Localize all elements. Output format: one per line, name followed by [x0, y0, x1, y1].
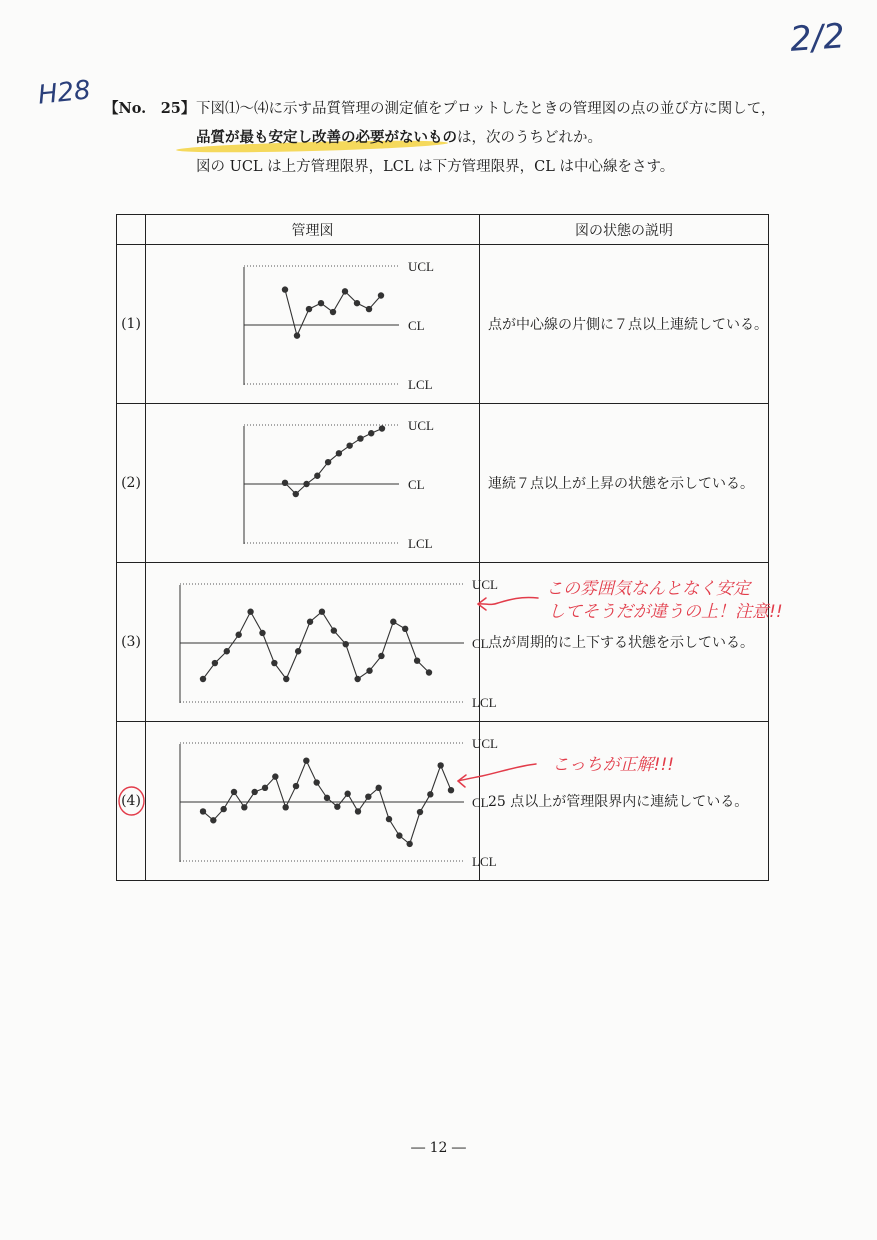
cl-label: CL	[408, 477, 425, 492]
data-point	[368, 430, 374, 436]
control-chart-1	[146, 245, 479, 403]
data-point	[306, 306, 312, 312]
data-point	[378, 292, 384, 298]
data-point	[390, 619, 396, 625]
data-point	[342, 288, 348, 294]
chart-cell	[146, 563, 498, 722]
data-point	[282, 286, 288, 292]
question-line-2	[196, 126, 602, 147]
row-number: (3)	[117, 563, 146, 722]
data-point	[282, 480, 288, 486]
data-point	[272, 773, 278, 779]
data-point	[293, 783, 299, 789]
page-number: ― 12 ―	[411, 1140, 466, 1156]
data-point	[314, 473, 320, 479]
lcl-label: LCL	[408, 377, 433, 392]
data-point	[313, 779, 319, 785]
row-description: 点が中心線の片側に７点以上連続している。	[480, 245, 769, 404]
table-row	[117, 245, 769, 404]
data-point	[427, 791, 433, 797]
data-point	[220, 806, 226, 812]
chart-cell	[146, 722, 498, 881]
data-point	[200, 808, 206, 814]
row-description: 25 点以上が管理限界内に連続している。	[480, 722, 769, 881]
data-point	[303, 481, 309, 487]
data-point	[241, 804, 247, 810]
chart-cell	[146, 404, 480, 563]
data-point	[319, 609, 325, 615]
question-emphasis: 品質が最も安定し改善の必要がないもの	[196, 129, 457, 146]
data-point	[224, 648, 230, 654]
data-point	[262, 785, 268, 791]
header-chart: 管理図	[146, 215, 480, 245]
data-point	[210, 817, 216, 823]
data-point	[366, 306, 372, 312]
control-chart-3	[146, 563, 498, 721]
annotation-row3-line2: してそうだが違うの上！注意!!	[548, 602, 783, 622]
data-point	[293, 491, 299, 497]
data-point	[259, 630, 265, 636]
data-point	[406, 841, 412, 847]
table-row	[117, 404, 769, 563]
header-description: 図の状態の説明	[480, 215, 769, 245]
chart-cell	[146, 245, 480, 404]
lcl-label: LCL	[472, 854, 497, 869]
data-point	[448, 787, 454, 793]
data-point	[346, 442, 352, 448]
data-point	[200, 676, 206, 682]
lcl-label: LCL	[472, 695, 497, 710]
control-chart-2	[146, 404, 479, 562]
data-point	[379, 425, 385, 431]
data-point	[354, 676, 360, 682]
ucl-label: UCL	[408, 259, 434, 274]
data-point	[324, 795, 330, 801]
table-row	[117, 722, 769, 881]
data-point	[303, 758, 309, 764]
data-point	[334, 804, 340, 810]
annotation-row4: こっちが正解!!!	[552, 755, 675, 775]
row-number: (1)	[117, 245, 146, 404]
data-point	[365, 793, 371, 799]
cl-label: CL	[408, 318, 425, 333]
data-point	[325, 459, 331, 465]
question-number: 【No. 25】	[104, 100, 196, 117]
data-point	[357, 435, 363, 441]
data-point	[212, 660, 218, 666]
data-point	[251, 789, 257, 795]
question-line-2-rest: は，次のうちどれか。	[457, 130, 602, 146]
data-point	[283, 676, 289, 682]
margin-note-year: H28	[36, 75, 93, 111]
question-line-3: 図の UCL は上方管理限界，LCL は下方管理限界，CL は中心線をさす。	[196, 159, 675, 175]
data-point	[402, 626, 408, 632]
data-point	[231, 789, 237, 795]
margin-note-page-count: 2/2	[788, 16, 847, 60]
row-description: 連続７点以上が上昇の状態を示している。	[480, 404, 769, 563]
annotation-row3-line1: この雰囲気なんとなく安定	[546, 579, 750, 599]
ucl-label: UCL	[472, 577, 498, 592]
row-number-label: (4)	[121, 793, 141, 809]
ucl-label: UCL	[472, 736, 498, 751]
data-point	[307, 619, 313, 625]
data-point	[386, 816, 392, 822]
data-point	[331, 627, 337, 633]
data-point	[344, 791, 350, 797]
row-description: 点が周期的に上下する状態を示している。	[480, 563, 769, 722]
data-point	[295, 648, 301, 654]
row-number: (2)	[117, 404, 146, 563]
control-chart-4	[146, 722, 498, 880]
question-line-1: 下図⑴〜⑷に示す品質管理の測定値をプロットしたときの管理図の点の並び方に関して，	[196, 101, 776, 117]
data-point	[247, 609, 253, 615]
data-point	[330, 309, 336, 315]
data-point	[343, 641, 349, 647]
data-point	[294, 332, 300, 338]
header-number-cell	[117, 215, 146, 245]
data-point	[355, 808, 361, 814]
cl-label: CL	[472, 636, 489, 651]
data-point	[318, 300, 324, 306]
data-point	[437, 762, 443, 768]
row-number	[117, 722, 146, 881]
data-point	[396, 832, 402, 838]
data-point	[414, 658, 420, 664]
data-point	[426, 669, 432, 675]
data-point	[366, 668, 372, 674]
cl-label: CL	[472, 795, 489, 810]
table-row	[117, 563, 769, 722]
table-header-row	[117, 215, 769, 245]
data-point	[378, 653, 384, 659]
data-point	[235, 632, 241, 638]
data-point	[282, 804, 288, 810]
data-point	[271, 660, 277, 666]
data-point	[417, 809, 423, 815]
data-point	[375, 785, 381, 791]
lcl-label: LCL	[408, 536, 433, 551]
data-point	[336, 450, 342, 456]
control-chart-table	[116, 214, 769, 881]
data-point	[354, 300, 360, 306]
answer-circle-mark	[117, 781, 146, 821]
ucl-label: UCL	[408, 418, 434, 433]
